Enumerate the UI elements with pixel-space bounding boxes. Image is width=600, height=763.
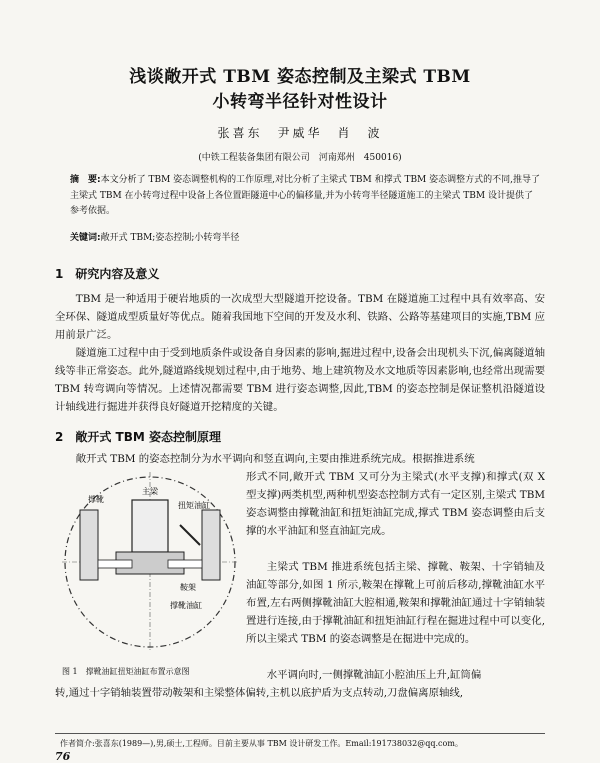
section1-paragraph1: TBM 是一种适用于硬岩地质的一次成型大型隧道开挖设备。TBM 在隧道施工过程中具有效率高、安全环保、隧道成型质量好等优点。随着我国地下空间的开发及水利、铁路、公路等基建项目的实施,TBM 应用前景广泛。 (55, 293, 545, 341)
abstract-text: 本文分析了 TBM 姿态调整机构的工作原理,对比分析了主梁式 TBM 和撑式 TBM 姿态调整方式的不同,推导了主梁式 TBM 在小转弯过程中设备上各位置距隧道中心的偏移量,并为小转弯半径隧道施工的主梁式 TBM 设计提供了参考依据。 (70, 175, 540, 216)
footnote: 作者简介:张喜东(1989—),男,硕士,工程师。目前主要从事 TBM 设计研发工作。Email:191738032@qq.com。 (60, 739, 463, 748)
label-niuju: 扭矩油缸 (178, 501, 210, 510)
keywords-text: 敞开式 TBM;姿态控制;小转弯半径 (100, 233, 240, 243)
right-gripper-cylinder (168, 560, 202, 568)
section1-paragraph2: 隧道施工过程中由于受到地质条件或设备自身因素的影响,掘进过程中,设备会出现机头下沉,偏离隧道轴线等非正常姿态。此外,隧道路线规划过程中,由于地势、地上建筑物及水文地质等因素影响,也经常出现需要 TBM 转弯调向等情况。上述情况都需要 TBM 进行姿态调整,因此,TBM 的姿态控制是保证整机沿隧道设计轴线进行掘进并获得良好隧道开挖精度的关键。 (55, 347, 545, 413)
main-beam (132, 500, 168, 552)
paper-title-line1: 浅谈敞开式 TBM 姿态控制及主梁式 TBM (129, 67, 471, 87)
paper-title-line2: 小转弯半径针对性设计 (212, 92, 388, 112)
abstract (70, 173, 540, 220)
torque-cylinder (180, 525, 200, 545)
section2-paragraph3-line2: 转,通过十字销轴装置带动鞍架和主梁整体偏转,主机以底护盾为支点转动,刀盘偏离原轴线, (55, 687, 464, 699)
label-chengxue: 撑靴 (88, 495, 104, 504)
section2-paragraph1-line1: 敞开式 TBM 的姿态控制分为水平调向和竖直调向,主要由推进系统完成。根据推进系统 (75, 453, 475, 465)
section2-heading: 2 敞开式 TBM 姿态控制原理 (55, 430, 221, 444)
section2-paragraph1-side: 形式不同,敞开式 TBM 又可分为主梁式(水平支撑)和撑式(双 X 型支撑)两类机型,两种机型姿态控制方式有一定区别,主梁式 TBM 姿态调整由撑靴油缸和扭矩油缸完成,撑式 TBM 姿态调整由后支撑的水平油缸和竖直油缸完成。 (246, 471, 545, 537)
authors: 张喜东 尹威华 肖 波 (217, 126, 383, 140)
left-gripper-cylinder (98, 560, 132, 568)
keywords-label: 关键词: (70, 233, 101, 243)
label-zhuliang: 主梁 (142, 487, 158, 496)
section1-heading: 1 研究内容及意义 (55, 267, 160, 281)
affiliation: (中铁工程装备集团有限公司 河南郑州 450016) (198, 153, 402, 163)
section2-paragraph2-side: 主梁式 TBM 推进系统包括主梁、撑靴、鞍架、十字销轴及油缸等部分,如图 1 所示,鞍架在撑靴上可前后移动,撑靴油缸水平布置,左右两侧撑靴油缸大腔相通,鞍架和撑靴油缸通过十字销轴装置进行连接,由于撑靴油缸和扭矩油缸行程在掘进过程中可以变化,所以主梁式 TBM 的姿态调整是在掘进中完成的。 (246, 561, 545, 645)
label-anjia: 鞍架 (180, 583, 196, 592)
figure1-diagram (60, 470, 240, 660)
keywords (70, 230, 540, 243)
section2-paragraph3-side: 水平调向时,一侧撑靴油缸小腔油压上升,缸筒偏 (266, 669, 482, 681)
abstract-label: 摘 要: (70, 175, 101, 185)
footnote-rule (55, 733, 545, 734)
figure1-caption: 图 1 撑靴油缸扭矩油缸布置示意图 (62, 667, 190, 676)
right-gripper-shoe (202, 510, 220, 580)
left-gripper-shoe (80, 510, 98, 580)
label-chengxue-yougang: 撑靴油缸 (170, 601, 202, 610)
page-number: 76 (55, 750, 71, 763)
